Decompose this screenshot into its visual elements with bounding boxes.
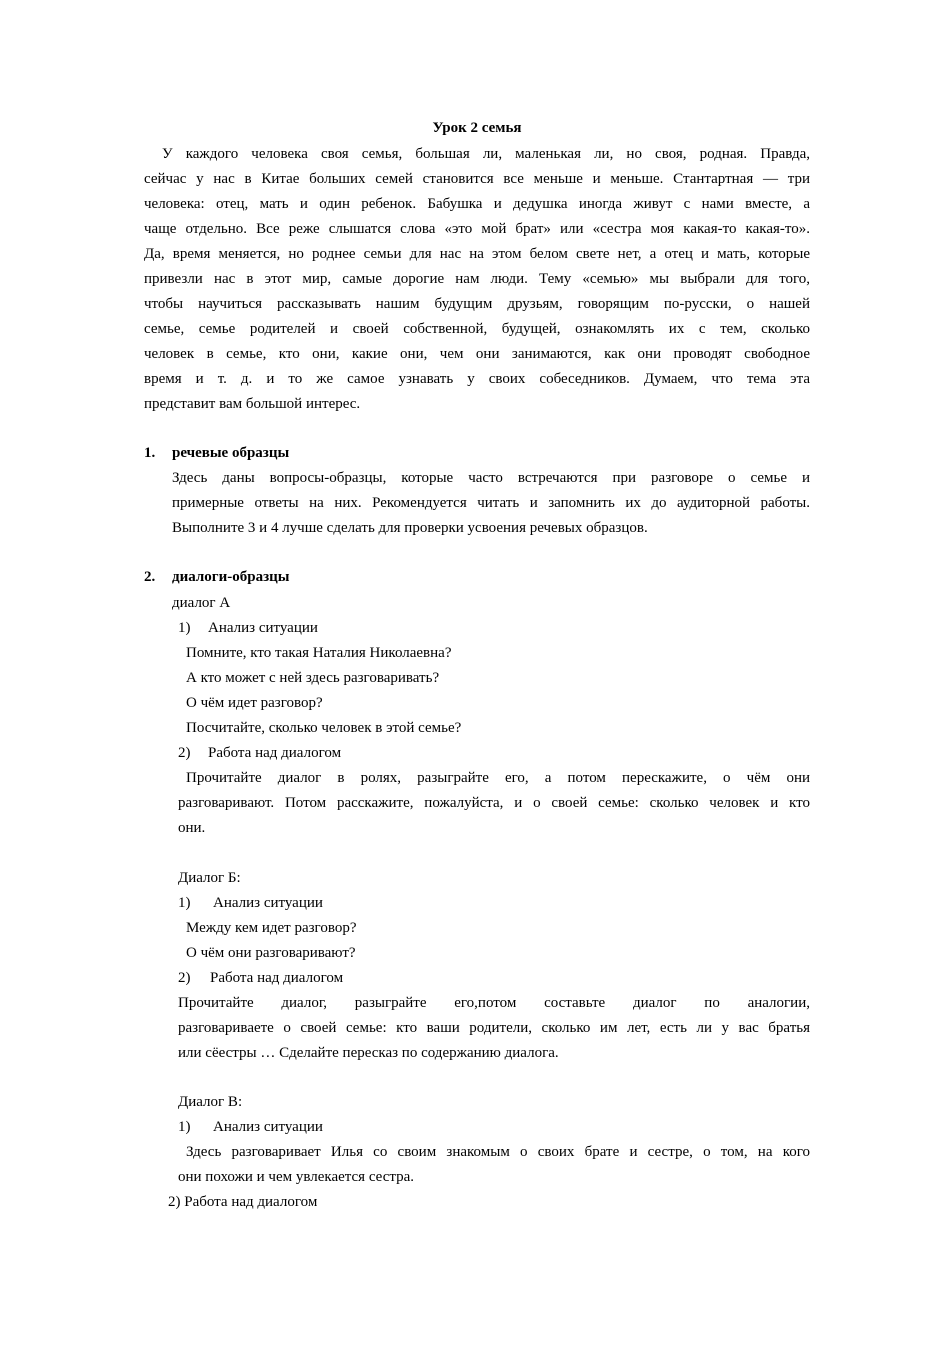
dialog-a-label: диалог А [172,595,231,611]
dialog-v-item1 [178,1115,323,1140]
dialog-b-label: Диалог Б: [178,870,241,886]
dialog-v-label: Диалог В: [178,1094,243,1110]
dialog-v-task-line: они похожи и чем увлекается сестра. [178,1169,415,1185]
dialog-b-question: Между кем идет разговор? [186,920,357,936]
dialog-a-task-line: Прочитайте диалог в ролях, разыграйте его, а потом перескажите, о чём они [186,770,810,786]
dialog-b-question: О чём они разговаривают? [186,945,356,961]
dialog-b-item2-label: Работа над диалогом [210,970,344,986]
section2-title: диалоги-образцы [172,569,290,585]
dialog-v-item2: 2) Работа над диалогом [168,1194,318,1210]
dialog-b-item2 [178,966,343,991]
page-title: Урок 2 семья [432,120,522,136]
intro-line: У каждого человека своя семья, большая ли, маленькая ли, но своя, родная. Правда, [162,146,810,162]
section2-number: 2. [144,569,156,585]
intro-line: чаще отдельно. Все реже слышатся слова «это мой брат» или «сестра моя какая-то какая-то». [144,221,810,237]
dialog-a-item1-label: Анализ ситуации [208,620,318,636]
dialog-b-item2-number: 2) [178,970,191,986]
intro-line: сейчас у нас в Китае больших семей становится все меньше и меньше. Стантартная — три [144,171,810,187]
section1-line: Выполните 3 и 4 лучше сделать для проверки усвоения речевых образцов. [172,520,648,536]
dialog-b-task-line: Прочитайте диалог, разыграйте его,потом составьте диалог по аналогии, [178,995,810,1011]
dialog-b-task-line: разговариваете о своей семье: кто ваши родители, сколько им лет, есть ли у вас братья [178,1020,810,1036]
dialog-a-item2-label: Работа над диалогом [208,745,342,761]
dialog-b-task-line: или сёестры … Сделайте пересказ по содержанию диалога. [178,1045,559,1061]
intro-line: чтобы научиться рассказывать нашим будущим друзьям, говорящим по-русски, о нашей [144,296,810,312]
dialog-a-task-line: разговаривают. Потом расскажите, пожалуйста, и о своей семье: сколько человек и кто [178,795,810,811]
section1-line: примерные ответы на них. Рекомендуется читать и запомнить их до аудиторной работы. [172,495,810,511]
dialog-v-item1-number: 1) [178,1119,191,1135]
dialog-a-question: Посчитайте, сколько человек в этой семье? [186,720,462,736]
dialog-a-item2 [178,741,341,766]
dialog-b-item1-label: Анализ ситуации [213,895,323,911]
intro-line: время и т. д. и то же самое узнавать у своих собеседников. Думаем, что тема эта [144,371,810,387]
section1-title: речевые образцы [172,445,290,461]
dialog-a-question: О чём идет разговор? [186,695,323,711]
section1-heading [144,441,289,466]
dialog-a-item1-number: 1) [178,620,191,636]
section1-number: 1. [144,445,156,461]
intro-line: Да, время меняется, но роднее семьи для нас на этом белом свете нет, а отец и мать, которые [144,246,810,262]
dialog-a-question: А кто может с ней здесь разговаривать? [186,670,440,686]
dialog-a-item2-number: 2) [178,745,191,761]
intro-line: представит вам большой интерес. [144,396,361,412]
dialog-v-item1-label: Анализ ситуации [213,1119,323,1135]
intro-line: человека: отец, мать и один ребенок. Бабушка и дедушка иногда живут с нами вместе, а [144,196,810,212]
dialog-b-item1 [178,891,323,916]
dialog-a-task-line: они. [178,820,206,836]
dialog-a-question: Помните, кто такая Наталия Николаевна? [186,645,452,661]
dialog-a-item1 [178,616,318,641]
dialog-v-task-line: Здесь разговаривает Илья со своим знакомым о своих брате и сестре, о том, на кого [186,1144,810,1160]
intro-line: семье, семье родителей и своей собственной, будущей, ознакомлять их с тем, сколько [144,321,810,337]
intro-line: привезли нас в этот мир, самые дорогие нам люди. Тему «семью» мы выбрали для того, [144,271,810,287]
section2-heading [144,565,289,590]
dialog-b-item1-number: 1) [178,895,191,911]
section1-line: Здесь даны вопросы-образцы, которые часто встречаются при разговоре о семье и [172,470,810,486]
intro-line: человек в семье, кто они, какие они, чем они занимаются, как они проводят свободное [144,346,810,362]
